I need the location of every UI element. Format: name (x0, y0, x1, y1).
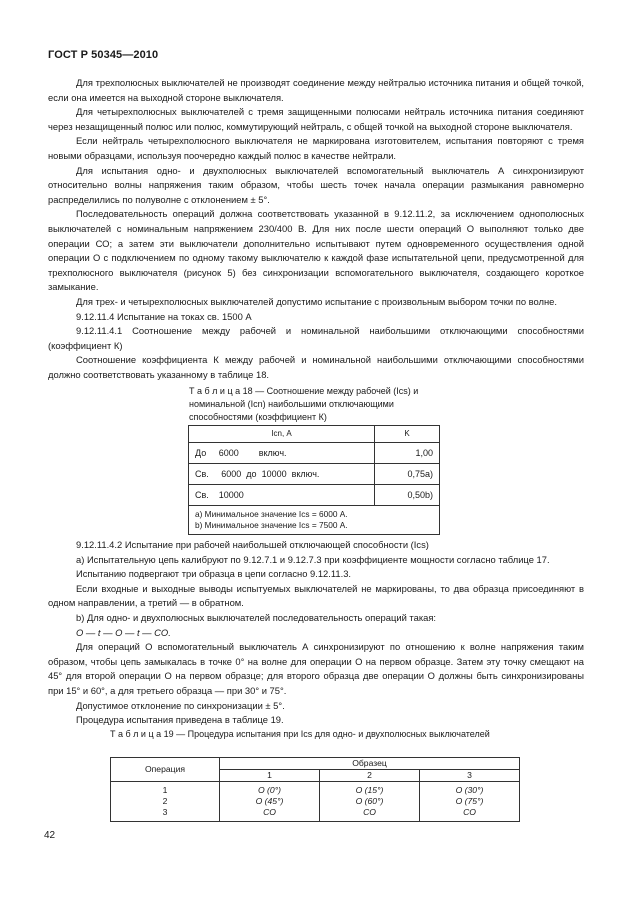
table-header: K (375, 426, 440, 443)
paragraph: Соотношение коэффициента К между рабочей и номинальной наибольшими отключающими способностями должно соответствовать указанному в таблице 18. (48, 354, 584, 380)
table-header: 2 (320, 770, 420, 782)
table-cell: О (0°) (220, 782, 320, 797)
table-header: Образец (220, 758, 520, 770)
table-cell: СО (320, 807, 420, 822)
table-row (111, 782, 520, 797)
table-header: 3 (420, 770, 520, 782)
paragraph: Если нейтраль четырехполюсного выключателя не маркирована изготовителем, испытания повторяют с тремя новыми образцами, используя поочередно каждый полюс в качестве нейтрали. (48, 135, 584, 161)
paragraph: b) Для одно- и двухполюсных выключателей последовательность операций такая: (76, 611, 437, 623)
paragraph: Для четырехполюсных выключателей с тремя защищенными полюсами нейтраль источника питания соединяют через незащищенный полюс или полюс, коммутирующий нейтраль, с общей точкой на выходной стороне выключателя. (48, 106, 584, 132)
paragraph: Для трех- и четырехполюсных выключателей допустимо испытание с произвольным выбором точки по волне. (76, 295, 557, 307)
table-cell: 1 (111, 782, 220, 797)
paragraph: Последовательность операций должна соответствовать указанной в 9.12.11.2, за исключением однополюсных выключателей с номинальным напряжением 230/400 В. Для них после шести операций О выполняют только две операции СО; а затем эти выключатели дополнительно испытывают путем одновременного осуществления одной операции О с подключением по одному такому выключателю к каждой фазе испытательной цепи, предусмотренной для трехполюсного выключателя (рисунок 5) без синхронизации вспомогательного выключателя, создающего короткое замыкание. (48, 208, 584, 293)
note-a: a) Минимальное значение Ics = 6000 А. (195, 509, 348, 519)
table-header: 1 (220, 770, 320, 782)
paragraph: Для трехполюсных выключателей не производят соединение между нейтралью источника питания и общей точкой, если она имеется на выходной стороне выключателя. (48, 77, 584, 103)
table-19 (110, 757, 520, 822)
table-cell: СО (220, 807, 320, 822)
table-cell: Св. 10000 (189, 485, 375, 506)
table-row (189, 485, 440, 506)
paragraph: Если входные и выходные выводы испытуемых выключателей не маркированы, то два образца присоединяют в одном направлении, а третий — в обратном. (48, 582, 584, 609)
table-header: Операция (111, 758, 220, 782)
table-cell: Св. 6000 до 10000 включ. (189, 464, 375, 485)
section-heading: 9.12.11.4.1 Соотношение между рабочей и номинальной наибольшими отключающими способностями (коэффициент К) (48, 325, 584, 351)
table-cell: О (75°) (420, 796, 520, 807)
paragraph: Допустимое отклонение по синхронизации ± 5°. (76, 699, 285, 711)
paragraph: а) Испытательную цепь калибруют по 9.12.7.1 и 9.12.7.3 при коэффициенте мощности согласно таблице 17. (76, 553, 550, 565)
table-cell: СО (420, 807, 520, 822)
table-note (189, 506, 440, 535)
table-18 (188, 425, 440, 535)
paragraph: Испытанию подвергают три образца в цепи согласно 9.12.11.3. (76, 568, 352, 580)
table-18-caption: Т а б л и ц а 18 — Соотношение между рабочей (Ics) и номинальной (Icn) наибольшими отключающими способностями (коэффициент К) (189, 386, 419, 422)
paragraph: Для испытания одно- и двухполюсных выключателей вспомогательный выключатель А синхронизируют относительно волны напряжения таким образом, чтобы шесть точек начала операции размыкания равномерно распределились по полуволне с отклонением ± 5°. (48, 164, 584, 205)
table-cell: 0,75a) (375, 464, 440, 485)
page-number: 42 (44, 830, 56, 841)
table-cell: 1,00 (375, 443, 440, 464)
formula: О — t — О — t — CO. (76, 626, 171, 638)
table-row (111, 807, 520, 822)
section-heading: 9.12.11.4.2 Испытание при рабочей наибольшей отключающей способности (Ics) (76, 539, 429, 550)
table-cell: 2 (111, 796, 220, 807)
main-text (48, 76, 584, 382)
section-heading: 9.12.11.4 Испытание на токах св. 1500 А (76, 310, 252, 322)
table-header: Icn, А (189, 426, 375, 443)
table-cell: О (30°) (420, 782, 520, 797)
paragraph: Процедура испытания приведена в таблице 19. (76, 714, 284, 726)
table-cell: О (45°) (220, 796, 320, 807)
note-b: b) Минимальное значение Ics = 7500 А. (195, 520, 348, 530)
table-row (189, 464, 440, 485)
table-cell: 3 (111, 807, 220, 822)
main-text-continued (48, 538, 584, 728)
table-cell: О (60°) (320, 796, 420, 807)
table-19-caption: Т а б л и ц а 19 — Процедура испытания при Ics для одно- и двухполюсных выключателей (110, 729, 490, 739)
table-cell: До 6000 включ. (189, 443, 375, 464)
document-header: ГОСТ Р 50345—2010 (48, 49, 159, 61)
table-cell: О (15°) (320, 782, 420, 797)
table-cell: 0,50b) (375, 485, 440, 506)
table-row (111, 796, 520, 807)
table-row (189, 443, 440, 464)
paragraph: Для операций О вспомогательный выключатель А синхронизируют по отношению к волне напряжения таким образом, чтобы цепь замыкалась в точке 0° на волне для операции О на первом образце. Затем эту точку смещают на 45° для второй операции О на первом образце; для второго образца две операции О должны быть синхронизированы при 15° и 60°, а для третьего образца — при 30° и 75°. (48, 641, 584, 696)
